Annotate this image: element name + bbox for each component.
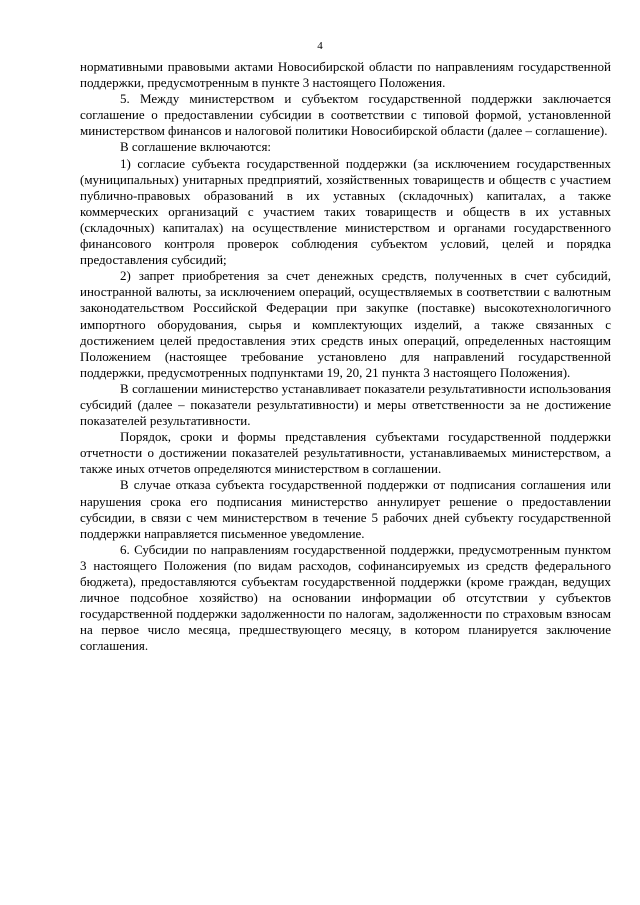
paragraph-agreement-includes: В соглашение включаются:	[120, 139, 272, 155]
paragraph-performance-indicators: В соглашении министерство устанавливает показатели результативности использования субсидий (далее – показатели результативности) и меры ответственности за не достижение показателей результативности.	[80, 380, 611, 429]
paragraph-clause-6: 6. Субсидии по направлениям государственной поддержки, предусмотренным пунктом 3 настоящего Положения (по видам расходов, софинансируемых из средств федерального бюджета), предоставляются субъектам государственной поддержки (кроме граждан, ведущих личное подсобное хозяйство) на основании информации об отсутствии у субъектов государственной поддержки задолженности по налогам, задолженности по страховым взносам на первое число месяца, предшествующего месяцу, в котором планируется заключение соглашения.	[80, 541, 611, 654]
page-number: 4	[317, 40, 323, 52]
paragraph-item-1: 1) согласие субъекта государственной поддержки (за исключением государственных (муниципальных) унитарных предприятий, хозяйственных товариществ и обществ с участием публично-правовых образований в их уставных (складочных) капиталах, а также коммерческих организаций с участием таких товариществ и обществ в их уставных (складочных) капиталах) на осуществление министерством и органами государственного финансового контроля проверок соблюдения субъектом условий, целей и порядка предоставления субсидий;	[80, 155, 611, 268]
paragraph-clause-5: 5. Между министерством и субъектом государственной поддержки заключается соглашение о предоставлении субсидии в соответствии с типовой формой, установленной министерством финансов и налоговой политики Новосибирской области (далее – соглашение).	[80, 91, 611, 139]
paragraph-refusal-case: В случае отказа субъекта государственной поддержки от подписания соглашения или нарушения срока его подписания министерство аннулирует решение о предоставлении субсидии, в связи с чем министерством в течение 5 рабочих дней субъекту государственной поддержки направляется письменное уведомление.	[80, 477, 611, 541]
document-body	[80, 59, 611, 654]
paragraph-item-2: 2) запрет приобретения за счет денежных средств, полученных в счет субсидий, иностранной валюты, за исключением операций, осуществляемых в соответствии с валютным законодательством Российской Федерации при закупке (поставке) высокотехнологичного импортного оборудования, сырья и комплектующих изделий, а также связанных с достижением целей предоставления этих средств иных операций, определенных настоящим Положением (настоящее требование установлено для направлений государственной поддержки, предусмотренных подпунктами 19, 20, 21 пункта 3 настоящего Положения).	[80, 268, 611, 380]
paragraph-continuation: нормативными правовыми актами Новосибирской области по направлениям государственной поддержки, предусмотренным в пункте 3 настоящего Положения.	[80, 59, 611, 91]
paragraph-reporting-procedure: Порядок, сроки и формы представления субъектами государственной поддержки отчетности о достижении показателей результативности, устанавливаемых министерством, а также иных отчетов определяются министерством в соглашении.	[80, 429, 611, 477]
